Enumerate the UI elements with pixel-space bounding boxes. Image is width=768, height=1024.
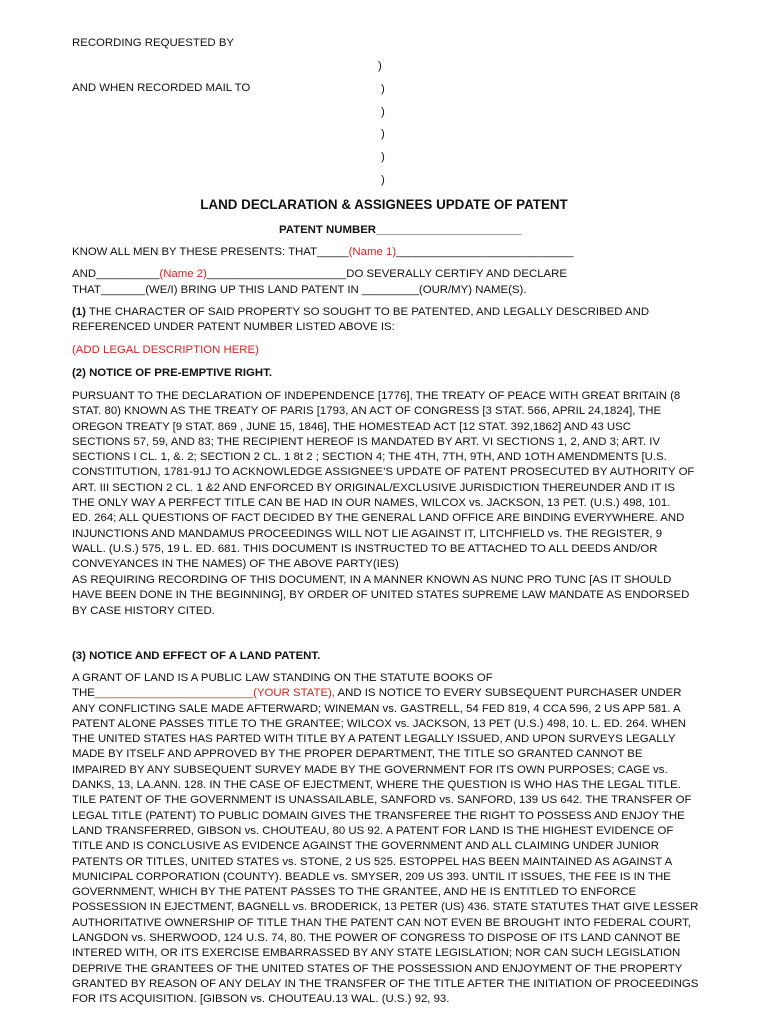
name2-placeholder: (Name 2) (159, 268, 207, 280)
section2-heading: (2) NOTICE OF PRE-EMPTIVE RIGHT. (72, 367, 272, 379)
body-line: SECTIONS 57, 59, AND 83; THE RECIPIENT HEREOF IS MANDATED BY ART. VI SECTIONS 1, 2, AND 3; ART. IV (72, 435, 661, 448)
bracket-paren: ) (378, 60, 382, 72)
body-line: INJUNCTIONS AND MANDAMUS PROCEEDINGS WILL NOT LIE AGAINST IT, LITCHFIELD vs. THE REGISTER, 9 (72, 527, 663, 540)
bracket-paren: ) (381, 83, 385, 95)
body-line: INTERED WITH, OR ITS EXERCISE EMBARRASSED BY ANY STATE LEGISLATION; NOR CAN SUCH LEGISLATION (72, 947, 681, 960)
body-line: SECTIONS I CL. 1, &. 2; SECTION 2 CL. 1 8t 2 ; SECTION 4; THE 4TH, 7TH, 9TH, AND 1OTH AMENDMENTS [U.S. (72, 451, 667, 464)
body-line: THE_________________________(YOUR STATE), AND IS NOTICE TO EVERY SUBSEQUENT PURCHASER UNDER (72, 687, 682, 700)
bracket-paren: ) (381, 174, 385, 186)
body-line: TITLE AND IS CONCLUSIVE AS EVIDENCE AGAINST THE GOVERNMENT AND ALL CLAIMING UNDER JUNIOR (72, 840, 659, 853)
state-placeholder: _________________________(YOUR STATE), (94, 687, 336, 700)
body-line: PURSUANT TO THE DECLARATION OF INDEPENDENCE [1776], THE TREATY OF PEACE WITH GREAT BRITAIN (8 (72, 390, 681, 402)
body-line: AUTHORITATIVE OWNERSHIP OF TITLE THAN THE PATENT CAN NOT EVEN BE BROUGHT INTO FEDERAL COURT, (72, 916, 691, 929)
bracket-paren: ) (381, 151, 385, 163)
body-line: FOR ITS ACQUISITION. [GIBSON vs. CHOUTEAU.13 WAL. (U.S.) 92, 93. (72, 993, 450, 1006)
body-line: CONVEYANCES IN THE NAMES) OF THE ABOVE PARTY(IES) (72, 558, 399, 571)
body-line: STAT. 80) KNOWN AS THE TREATY OF PARIS [1793, AN ACT OF CONGRESS [3 STAT. 566, APRIL 24,1824], THE (72, 405, 662, 418)
body-line: ART. III SECTION 2 CL. 1 &2 AND ENFORCED BY ORIGINAL/EXCLUSIVE JURISDICTION THEREUNDER AND IT IS (72, 481, 675, 494)
and-line: AND__________(Name 2)______________________DO SEVERALLY CERTIFY AND DECLARE (72, 268, 567, 280)
body-line: TILE PATENT OF THE GOVERNMENT IS UNASSAILABLE, SANFORD vs. SANFORD, 139 US 642. THE TRANSFER OF (72, 794, 692, 807)
body-line: MUNICIPAL CORPORATION (COUNTY). BEADLE vs. SMYSER, 209 US 393. UNTIL IT ISSUES, THE FEE IS IN THE (72, 870, 671, 883)
body-line: BY CASE HISTORY CITED. (72, 604, 215, 617)
body-line: DEPRIVE THE GRANTEES OF THE UNITED STATES OF THE POSSESSION AND ENJOYMENT OF THE PROPERTY (72, 962, 683, 975)
recording-requested-by: RECORDING REQUESTED BY (72, 37, 235, 49)
body-line: LANGDON vs. SHERWOOD, 124 U.S. 74, 80. THE POWER OF CONGRESS TO DISPOSE OF ITS LAND CANNOT BE (72, 932, 681, 945)
know-all-men-line: KNOW ALL MEN BY THESE PRESENTS: THAT_____(Name 1)____________________________ (72, 246, 574, 258)
that-line: THAT_______(WE/I) BRING UP THIS LAND PATENT IN _________(OUR/MY) NAME(S). (72, 284, 527, 296)
section3-body (72, 671, 698, 1008)
body-line: A GRANT OF LAND IS A PUBLIC LAW STANDING ON THE STATUTE BOOKS OF (72, 672, 493, 684)
body-line: GRANTED BY REASON OF ANY DELAY IN THE TRANSFER OF THE TITLE AFTER THE INITIATION OF PROCEEDINGS (72, 977, 699, 990)
section1-line2: REFERENCED UNDER PATENT NUMBER LISTED ABOVE IS: (72, 321, 395, 333)
body-line: LEGAL TITLE (PATENT) TO PUBLIC DOMAIN GIVES THE TRANSFEREE THE RIGHT TO POSSESS AND ENJOY THE (72, 809, 685, 822)
body-line: GOVERNMENT, WHICH BY THE PATENT PASSES TO THE GRANTEE, AND HE IS ENTITLED TO ENFORCE (72, 886, 637, 899)
section2-body (72, 389, 698, 573)
body-line: POSSESSION IN EJECTMENT, BAGNELL vs. BRODERICK, 13 PETER (US) 436. STATE STATUTES THAT GIVE LESSER (72, 901, 699, 914)
body-line: IMPAIRED BY ANY SUBSEQUENT SURVEY MADE BY THE GOVERNMENT FOR ITS OWN PURPOSES; CAGE vs. (72, 763, 668, 776)
body-line: DANKS, 13, LA.ANN. 128. IN THE CASE OF EJECTMENT, WHERE THE QUESTION IS WHO HAS THE LEGAL TITLE. (72, 779, 681, 792)
bracket-paren: ) (381, 106, 385, 118)
body-line: PATENTS OR TITLES, UNITED STATES vs. STONE, 2 US 525. ESTOPPEL HAS BEEN MAINTAINED AS AGAINST A (72, 855, 673, 868)
body-line: AS REQUIRING RECORDING OF THIS DOCUMENT, IN A MANNER KNOWN AS NUNC PRO TUNC [AS IT SHOULD (72, 574, 672, 586)
body-line: WALL. (U.S.) 575, 19 L. ED. 681. THIS DOCUMENT IS INSTRUCTED TO BE ATTACHED TO ALL DEEDS AND/OR (72, 542, 658, 555)
body-line: ANY CONFLICTING SALE MADE AFTERWARD; WINEMAN vs. GASTRELL, 54 FED 819, 4 CCA 596, 2 US APP 581. A (72, 702, 681, 715)
body-line: PATENT ALONE PASSES TITLE TO THE GRANTEE; WILCOX vs. JACKSON, 13 PET (U.S.) 498, 10. L. ED. 264. WHEN (72, 717, 687, 730)
body-line: MADE BY ITSELF AND APPROVED BY THE PROPER DEPARTMENT, THE TITLE SO GRANTED CANNOT BE (72, 748, 643, 761)
name1-placeholder: (Name 1) (348, 246, 397, 258)
body-line: LAND TRANSFERRED, GIBSON vs. CHOUTEAU, 80 US 92. A PATENT FOR LAND IS THE HIGHEST EVIDENCE OF (72, 824, 674, 837)
document-title: LAND DECLARATION & ASSIGNEES UPDATE OF PATENT (200, 197, 568, 212)
section3-heading: (3) NOTICE AND EFFECT OF A LAND PATENT. (72, 650, 321, 662)
bracket-paren: ) (381, 128, 385, 140)
section1-line1: (1) THE CHARACTER OF SAID PROPERTY SO SOUGHT TO BE PATENTED, AND LEGALLY DESCRIBED AND (72, 306, 650, 318)
nunc-pro-tunc-paragraph (72, 573, 698, 619)
body-line: THE ONLY WAY A PERFECT TITLE CAN BE HAD IN OUR NAMES, WILCOX vs. JACKSON, 13 PET. (U.S.) 498, 101. (72, 497, 671, 510)
body-line: OREGON TREATY [9 STAT. 869 , JUNE 15, 1846], THE HOMESTEAD ACT [12 STAT. 392,1862] AND 43 USC (72, 420, 631, 433)
mail-to-label: AND WHEN RECORDED MAIL TO (72, 82, 251, 94)
body-line: HAVE BEEN DONE IN THE BEGINNING], BY ORDER OF UNITED STATES SUPREME LAW MANDATE AS ENDORSED (72, 589, 690, 602)
body-line: CONSTITUTION, 1781-91J TO ACKNOWLEDGE ASSIGNEE’S UPDATE OF PATENT PROSECUTED BY AUTHORITY OF (72, 466, 695, 479)
body-line: THE UNITED STATES HAS PARTED WITH TITLE BY A PATENT LEGALLY ISSUED, AND UPON SURVEYS LEGALLY (72, 733, 676, 746)
patent-number: PATENT NUMBER_______________________ (279, 224, 522, 236)
legal-description-placeholder: (ADD LEGAL DESCRIPTION HERE) (72, 344, 259, 356)
body-line: ED. 264; ALL QUESTIONS OF FACT DECIDED BY THE GENERAL LAND OFFICE ARE BINDING EVERYWHERE. AND (72, 512, 685, 525)
